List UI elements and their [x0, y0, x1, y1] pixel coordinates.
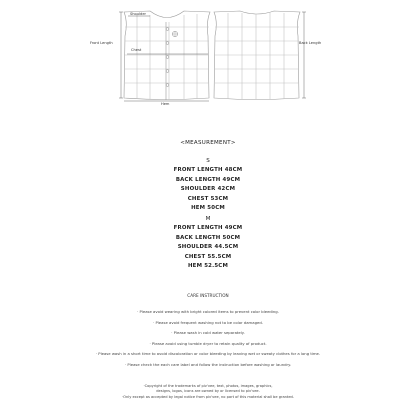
copyright-notice [0, 384, 416, 400]
care-item: · Please avoid wearing with bright colored items to prevent color bleeding. [137, 309, 279, 314]
size-block-s [0, 157, 416, 214]
care-item: · Please wash in a short time to avoid discoloration or color bleeding by leaving wet or sweaty clothes for a long time. [95, 351, 321, 357]
front-length-label: Front Length [90, 41, 113, 45]
care-item: · Please avoid frequent washing not to be color damaged. [153, 319, 263, 325]
front-measure-lines [119, 12, 209, 101]
shoulder-label: Shoulder [130, 12, 147, 16]
measure-line: BACK LENGTH 50CM [175, 234, 241, 241]
logo-patch [172, 31, 177, 36]
back-measure-lines [302, 12, 306, 98]
measurement-title: <MEASUREMENT> [180, 140, 236, 146]
measure-line: SHOULDER 42CM [180, 186, 236, 193]
size-block-m [0, 215, 416, 272]
garment-diagram [0, 0, 416, 110]
care-item: · Please check the each care label and follow the instruction before washing or laundry. [124, 361, 292, 367]
measure-line: FRONT LENGTH 48CM [173, 167, 243, 173]
measure-line: FRONT LENGTH 49CM [173, 225, 243, 231]
chest-label: Chest [131, 48, 142, 52]
vest-illustration [0, 0, 416, 110]
measure-line: HEM 50CM [191, 205, 225, 212]
measure-line: SHOULDER 44.5CM [177, 244, 239, 251]
size-name: M [205, 216, 211, 222]
measure-line: HEM 52.5CM [187, 263, 229, 270]
copyright-line: designs, logos, icons are owned by or licensed to piv'vee. [156, 389, 260, 394]
hem-label: Hem [161, 102, 170, 106]
measure-line: CHEST 53CM [187, 195, 229, 202]
care-item: · Please avoid using tumble dryer to retain quality of product. [149, 340, 267, 346]
copyright-line: ·Only except as accepted by legal notice from piv'vee, no part of this material shall be granted. [122, 394, 294, 399]
back-vest-drawing [214, 11, 300, 100]
care-instruction-list [0, 307, 416, 371]
front-buttons [166, 28, 169, 87]
care-instruction-title: CARE INSTRUCTION [187, 293, 229, 298]
measure-line: CHEST 55.5CM [184, 253, 232, 260]
back-length-label: Back Length [299, 41, 322, 45]
care-item: · Please wash in cold water separately. [171, 330, 245, 336]
size-name: S [206, 158, 210, 164]
measure-line: BACK LENGTH 49CM [175, 176, 241, 183]
copyright-line: ·Copyright of the trademarks of piv'vee, text, photos, images, graphics, [143, 384, 273, 388]
